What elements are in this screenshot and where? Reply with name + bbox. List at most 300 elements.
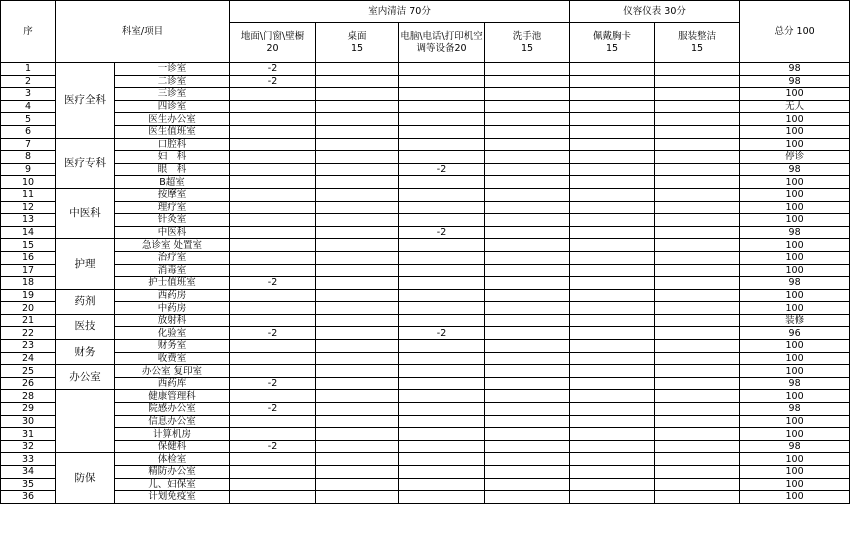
room-name: 计算机房 [115,428,230,441]
indoor-cleaning-header: 室内清洁 70分 [230,1,570,23]
total-score: 100 [740,302,850,315]
score-cell [399,352,485,365]
score-cell [316,201,399,214]
score-cell [485,239,570,252]
score-cell [570,188,655,201]
total-score: 100 [740,251,850,264]
room-name: 中药房 [115,302,230,315]
score-cell [485,264,570,277]
score-cell [655,226,740,239]
score-cell [485,403,570,416]
table-row [1,428,850,441]
score-cell [230,113,316,126]
score-cell [399,125,485,138]
score-cell [230,88,316,101]
score-cell [485,327,570,340]
row-number: 19 [1,289,56,302]
room-name: 财务室 [115,340,230,353]
score-cell [399,151,485,164]
total-score: 100 [740,176,850,189]
score-cell [230,188,316,201]
score-cell: -2 [230,63,316,76]
score-cell [570,377,655,390]
score-cell [399,277,485,290]
score-cell [230,264,316,277]
score-cell [316,302,399,315]
total-score: 无人 [740,100,850,113]
room-name: 妇 科 [115,151,230,164]
table-row [1,466,850,479]
score-cell [570,390,655,403]
score-cell [655,453,740,466]
score-cell [485,138,570,151]
score-cell [655,176,740,189]
score-cell [570,176,655,189]
score-cell [485,88,570,101]
room-name: 体检室 [115,453,230,466]
row-number: 21 [1,314,56,327]
room-name: 计划免疫室 [115,491,230,504]
score-cell [655,466,740,479]
row-number: 26 [1,377,56,390]
table-row [1,251,850,264]
score-cell [316,403,399,416]
score-cell [485,302,570,315]
score-cell [570,264,655,277]
score-cell [399,289,485,302]
row-number: 5 [1,113,56,126]
score-cell [485,415,570,428]
score-cell: -2 [230,440,316,453]
table-row [1,340,850,353]
total-score: 100 [740,453,850,466]
table-row [1,125,850,138]
room-name: 针灸室 [115,214,230,227]
score-cell [485,478,570,491]
score-cell [570,277,655,290]
score-cell [655,264,740,277]
score-cell [316,163,399,176]
total-score: 100 [740,125,850,138]
row-number: 24 [1,352,56,365]
score-cell [655,113,740,126]
score-cell [230,100,316,113]
score-cell [230,201,316,214]
score-cell [399,88,485,101]
total-score: 98 [740,63,850,76]
score-cell [399,75,485,88]
score-cell [485,226,570,239]
score-cell [570,88,655,101]
score-cell [316,176,399,189]
score-cell [399,314,485,327]
room-name: 精防办公室 [115,466,230,479]
score-cell [570,239,655,252]
score-cell [316,251,399,264]
score-cell [399,403,485,416]
score-cell [316,63,399,76]
room-name: 中医科 [115,226,230,239]
row-number: 17 [1,264,56,277]
score-cell [570,302,655,315]
score-cell [399,340,485,353]
room-name: 眼 科 [115,163,230,176]
score-cell [316,289,399,302]
total-score: 96 [740,327,850,340]
score-cell [655,277,740,290]
score-cell [316,478,399,491]
table-row [1,314,850,327]
score-cell [399,390,485,403]
table-row [1,214,850,227]
score-cell [485,428,570,441]
appearance-header: 仪容仪表 30分 [570,1,740,23]
row-number: 9 [1,163,56,176]
score-cell [399,365,485,378]
score-cell [230,151,316,164]
total-header: 总分 100 [740,1,850,63]
score-cell [399,453,485,466]
score-cell [230,176,316,189]
total-score: 100 [740,340,850,353]
room-name: 一诊室 [115,63,230,76]
score-cell [399,239,485,252]
score-cell [230,453,316,466]
row-number: 14 [1,226,56,239]
table-row [1,239,850,252]
score-cell [230,466,316,479]
score-cell [570,138,655,151]
score-cell [655,377,740,390]
room-name: 信息办公室 [115,415,230,428]
score-cell [230,163,316,176]
row-number: 31 [1,428,56,441]
total-score: 100 [740,478,850,491]
room-name: 理疗室 [115,201,230,214]
score-cell [316,75,399,88]
total-score: 100 [740,415,850,428]
department-cell: 防保 [56,453,115,503]
table-row [1,491,850,504]
table-row [1,100,850,113]
department-cell: 医疗全科 [56,63,115,139]
sub-header-attire: 服装整洁 15 [655,23,740,63]
score-cell [570,75,655,88]
score-cell [485,277,570,290]
score-cell [655,163,740,176]
row-number: 7 [1,138,56,151]
score-cell [655,289,740,302]
room-name: 院感办公室 [115,403,230,416]
sub-header-badge: 佩戴胸卡 15 [570,23,655,63]
score-cell [230,214,316,227]
score-cell [316,239,399,252]
sub-header-floor: 地面\门窗\壁橱 20 [230,23,316,63]
score-cell [399,415,485,428]
table-row [1,226,850,239]
score-cell [316,138,399,151]
room-name: 治疗室 [115,251,230,264]
table-row [1,138,850,151]
score-cell [316,188,399,201]
table-row [1,327,850,340]
score-cell [655,63,740,76]
room-name: 护士值班室 [115,277,230,290]
score-cell [570,163,655,176]
total-score: 100 [740,188,850,201]
score-cell [570,327,655,340]
row-number: 13 [1,214,56,227]
department-cell: 财务 [56,340,115,365]
score-cell [485,113,570,126]
score-cell [655,239,740,252]
row-number: 33 [1,453,56,466]
score-cell [316,314,399,327]
score-cell [655,138,740,151]
score-cell [230,226,316,239]
score-cell [655,428,740,441]
department-cell: 医技 [56,314,115,339]
table-row [1,176,850,189]
score-cell [655,440,740,453]
score-cell [485,251,570,264]
score-cell [570,403,655,416]
department-cell: 药剂 [56,289,115,314]
total-score: 100 [740,113,850,126]
score-cell [485,314,570,327]
score-cell [316,453,399,466]
total-score: 98 [740,75,850,88]
score-cell: -2 [399,163,485,176]
score-cell [399,176,485,189]
score-cell [655,478,740,491]
score-cell [655,214,740,227]
score-cell [230,428,316,441]
room-name: 儿、妇保室 [115,478,230,491]
total-score: 停诊 [740,151,850,164]
score-cell [655,151,740,164]
score-cell: -2 [230,377,316,390]
table-row [1,63,850,76]
score-cell [230,478,316,491]
score-cell [399,188,485,201]
score-cell [570,440,655,453]
score-cell [485,176,570,189]
row-number: 4 [1,100,56,113]
score-cell [316,377,399,390]
score-cell [485,289,570,302]
score-cell [655,340,740,353]
total-score: 100 [740,466,850,479]
score-cell [399,113,485,126]
score-cell [570,113,655,126]
score-cell [655,327,740,340]
room-name: 医生值班室 [115,125,230,138]
score-cell [316,340,399,353]
total-score: 100 [740,365,850,378]
score-cell [570,365,655,378]
score-cell [316,415,399,428]
dept-item-header: 科室/项目 [56,1,230,63]
score-cell [399,478,485,491]
room-name: 消毒室 [115,264,230,277]
score-cell [655,188,740,201]
score-cell [485,340,570,353]
score-cell [570,226,655,239]
total-score: 100 [740,88,850,101]
table-row [1,453,850,466]
score-cell [655,352,740,365]
score-cell: -2 [230,277,316,290]
score-cell [655,75,740,88]
score-cell [570,466,655,479]
room-name: 按摩室 [115,188,230,201]
row-number: 3 [1,88,56,101]
row-number: 36 [1,491,56,504]
table-row [1,289,850,302]
row-number: 11 [1,188,56,201]
score-cell: -2 [399,226,485,239]
score-cell [230,415,316,428]
score-cell [485,163,570,176]
room-name: 化验室 [115,327,230,340]
score-cell [485,201,570,214]
score-cell [230,365,316,378]
row-number: 8 [1,151,56,164]
score-cell [316,113,399,126]
score-cell [485,75,570,88]
score-cell [399,100,485,113]
score-cell [655,403,740,416]
row-number: 20 [1,302,56,315]
total-score: 100 [740,352,850,365]
score-cell [316,151,399,164]
score-cell: -2 [230,327,316,340]
score-cell [316,214,399,227]
total-score: 98 [740,403,850,416]
table-row [1,390,850,403]
table-row [1,201,850,214]
score-cell [570,63,655,76]
score-cell [399,138,485,151]
department-cell [56,390,115,453]
table-body [1,63,850,504]
score-cell [655,390,740,403]
score-cell [316,466,399,479]
department-cell: 医疗专科 [56,138,115,188]
table-row [1,352,850,365]
score-cell [655,365,740,378]
table-row [1,75,850,88]
score-cell [399,491,485,504]
score-cell [316,428,399,441]
score-cell [655,201,740,214]
score-cell [230,125,316,138]
row-number: 18 [1,277,56,290]
row-number: 6 [1,125,56,138]
score-cell [230,390,316,403]
score-cell [399,63,485,76]
total-score: 98 [740,163,850,176]
total-score: 100 [740,201,850,214]
table-row [1,264,850,277]
total-score: 100 [740,138,850,151]
score-cell: -2 [230,75,316,88]
score-cell [570,491,655,504]
score-cell [399,201,485,214]
score-cell [655,251,740,264]
score-cell [485,63,570,76]
score-cell [485,466,570,479]
score-cell [570,201,655,214]
score-cell [230,302,316,315]
seq-header: 序 [1,1,56,63]
score-cell [485,440,570,453]
score-cell [570,453,655,466]
score-cell [230,289,316,302]
total-score: 100 [740,390,850,403]
score-cell [655,100,740,113]
sub-header-desk: 桌面 15 [316,23,399,63]
table-row [1,415,850,428]
score-cell [485,188,570,201]
sub-header-sink: 洗手池 15 [485,23,570,63]
score-cell [230,239,316,252]
table-row [1,88,850,101]
score-cell [399,377,485,390]
row-number: 15 [1,239,56,252]
sub-header-equipment: 电脑\电话\打印机空调等设备20 [399,23,485,63]
room-name: B超室 [115,176,230,189]
room-name: 西药房 [115,289,230,302]
total-score: 98 [740,226,850,239]
score-cell [230,352,316,365]
department-cell: 办公室 [56,365,115,390]
room-name: 收费室 [115,352,230,365]
score-cell [230,340,316,353]
score-cell [485,125,570,138]
score-cell [485,214,570,227]
total-score: 100 [740,264,850,277]
score-cell [570,289,655,302]
score-cell [655,491,740,504]
score-cell [570,428,655,441]
table-row [1,163,850,176]
row-number: 34 [1,466,56,479]
room-name: 四诊室 [115,100,230,113]
room-name: 保健科 [115,440,230,453]
table-row [1,188,850,201]
score-cell [655,88,740,101]
score-cell [655,125,740,138]
total-score: 100 [740,214,850,227]
score-cell: -2 [399,327,485,340]
score-cell [655,415,740,428]
score-cell [570,214,655,227]
score-cell [570,125,655,138]
score-cell [399,302,485,315]
row-number: 23 [1,340,56,353]
room-name: 放射科 [115,314,230,327]
score-cell [316,390,399,403]
score-cell [570,352,655,365]
score-cell [230,251,316,264]
row-number: 16 [1,251,56,264]
score-cell [485,453,570,466]
score-cell [485,390,570,403]
score-cell [316,365,399,378]
room-name: 医生办公室 [115,113,230,126]
